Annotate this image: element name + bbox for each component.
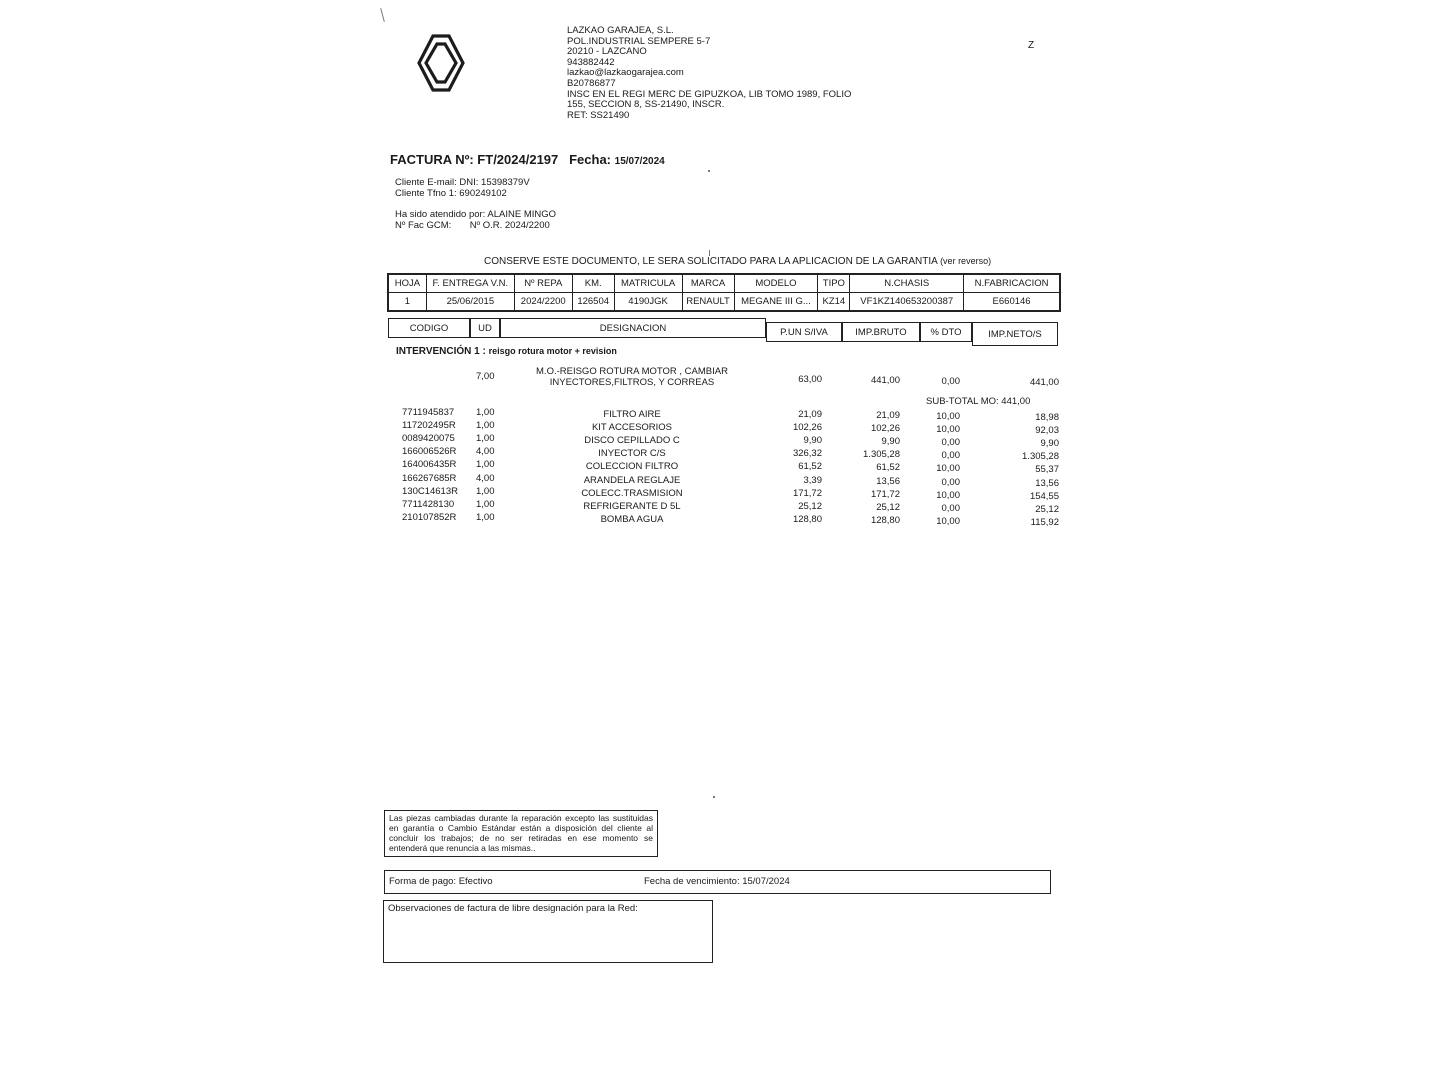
vehicle-value-cell: 126504: [572, 293, 614, 311]
labour-neto: 441,00: [1029, 377, 1059, 388]
invoice-number: FACTURA Nº: FT/2024/2197: [390, 152, 559, 167]
subtotal-mo: SUB-TOTAL MO: 441,00: [926, 396, 1031, 407]
item-neto: 25,12: [1035, 503, 1059, 515]
item-row: [402, 459, 1062, 476]
item-row: [402, 446, 1062, 463]
item-neto: 13,56: [1035, 477, 1059, 489]
item-ud: 1,00: [476, 420, 495, 432]
vehicle-header-cell: F. ENTREGA V.N.: [426, 275, 514, 293]
company-line: 943882442: [567, 56, 615, 68]
item-desc: ARANDELA REGLAJE: [583, 474, 681, 486]
column-header: IMP.NETO/S: [972, 322, 1058, 346]
item-code: 166006526R: [402, 446, 457, 458]
vehicle-header-cell: N.FABRICACION: [964, 275, 1060, 293]
item-bruto: 102,26: [870, 423, 900, 435]
vehicle-value-cell: KZ14: [818, 293, 850, 311]
item-code: 7711945837: [402, 407, 455, 418]
item-bruto: 1.305,28: [863, 449, 900, 461]
item-row: [402, 433, 1062, 450]
invoice-title: [390, 152, 665, 167]
item-row: [402, 499, 1062, 513]
vehicle-header-cell: KM.: [572, 275, 614, 293]
item-bruto: 128,80: [870, 514, 900, 526]
invoice-date: 15/07/2024: [614, 156, 665, 167]
item-neto: 9,90: [1040, 438, 1059, 450]
client-info: [395, 178, 530, 199]
item-bruto: 21,09: [876, 410, 900, 421]
company-line: LAZKAO GARAJEA, S.L.: [567, 25, 674, 36]
company-line: 20210 - LAZCANO: [567, 46, 647, 58]
labour-desc-2: INYECTORES,FILTROS, Y CORREAS: [549, 377, 715, 388]
or-number: Nº O.R. 2024/2200: [469, 219, 550, 231]
item-pun: 326,32: [792, 448, 822, 460]
item-bruto: 9,90: [881, 436, 900, 448]
labour-line: [402, 366, 1062, 392]
item-desc: KIT ACCESORIOS: [591, 422, 673, 434]
item-pun: 102,26: [792, 422, 822, 434]
item-neto: 92,03: [1035, 425, 1059, 437]
vehicle-header-cell: HOJA: [389, 275, 427, 293]
company-line: RET: SS21490: [567, 109, 630, 121]
payment-method: Forma de pago: Efectivo: [389, 876, 493, 887]
payment-box: [384, 870, 1051, 894]
company-line: INSC EN EL REGI MERC DE GIPUZKOA, LIB TOMO 1989, FOLIO: [567, 88, 852, 100]
item-ud: 1,00: [476, 433, 495, 445]
item-dto: 0,00: [941, 437, 960, 449]
item-code: 130C14613R: [402, 485, 458, 497]
vehicle-header-cell: MARCA: [682, 275, 734, 293]
item-bruto: 171,72: [870, 488, 900, 500]
item-pun: 9,90: [803, 435, 822, 447]
client-email-line: Cliente E-mail: DNI: 15398379V: [395, 177, 530, 188]
labour-pun: 63,00: [798, 374, 822, 385]
item-ud: 1,00: [476, 485, 495, 497]
item-ud: 1,00: [476, 407, 495, 418]
attended-info: [395, 210, 556, 231]
item-desc: REFRIGERANTE D 5L: [583, 500, 681, 512]
observations-label: Observaciones de factura de libre designación para la Red:: [388, 903, 638, 914]
date-label: Fecha:: [569, 152, 612, 167]
item-neto: 1.305,28: [1022, 451, 1059, 463]
renault-logo-icon: [415, 30, 467, 96]
item-ud: 4,00: [476, 472, 495, 484]
column-header: P.UN S/IVA: [766, 322, 842, 342]
item-desc: FILTRO AIRE: [603, 409, 661, 420]
due-date: Fecha de vencimiento: 15/07/2024: [644, 876, 790, 887]
corner-mark: Z: [1028, 40, 1035, 51]
vehicle-value-cell: 25/06/2015: [426, 293, 514, 311]
item-pun: 128,80: [792, 513, 822, 525]
item-neto: 115,92: [1030, 516, 1059, 528]
item-pun: 21,09: [798, 409, 822, 420]
client-phone-line: Cliente Tfno 1: 690249102: [395, 187, 507, 199]
vehicle-header-cell: MODELO: [734, 275, 818, 293]
item-desc: DISCO CEPILLADO C: [584, 435, 680, 447]
company-info: [567, 26, 867, 121]
item-ud: 1,00: [476, 459, 495, 471]
item-ud: 1,00: [476, 498, 495, 510]
item-code: 210107852R: [402, 511, 457, 523]
labour-bruto: 441,00: [870, 375, 900, 386]
vehicle-value-cell: E660146: [964, 293, 1060, 311]
item-ud: 4,00: [476, 446, 495, 458]
item-code: 117202495R: [402, 420, 456, 432]
order-info: [395, 221, 556, 232]
company-line: POL.INDUSTRIAL SEMPERE 5-7: [567, 35, 711, 47]
item-bruto: 25,12: [876, 501, 900, 513]
company-line: lazkao@lazkaogarajea.com: [567, 67, 684, 79]
parts-note: Las piezas cambiadas durante la reparación excepto las sustituidas en garantía o Cambio Estándar están a disposición del cliente al concluir los trabajos; de no ser retiradas en ese momento se entenderá que renuncia a las mismas..: [384, 810, 658, 857]
item-row: [402, 473, 1062, 487]
intervention-description: reisgo rotura motor + revision: [488, 346, 617, 356]
labour-desc-1: M.O.-REISGO ROTURA MOTOR , CAMBIAR: [536, 366, 728, 377]
item-pun: 61,52: [798, 461, 822, 473]
item-pun: 25,12: [798, 500, 822, 512]
vehicle-value-cell: RENAULT: [682, 293, 734, 311]
item-dto: 0,00: [941, 476, 960, 488]
scan-mark: [708, 170, 710, 172]
scan-mark: [380, 8, 385, 22]
item-code: 0089420075: [402, 433, 455, 445]
item-row: [402, 420, 1062, 437]
vehicle-table: [388, 274, 1060, 311]
column-header: % DTO: [920, 322, 972, 342]
column-header: DESIGNACION: [500, 318, 766, 338]
vehicle-header-row: [389, 275, 1060, 293]
scan-mark: [713, 796, 715, 798]
company-line: 155, SECCION 8, SS-21490, INSCR.: [567, 99, 725, 111]
item-dto: 10,00: [936, 411, 960, 422]
labour-ud: 7,00: [476, 371, 495, 382]
item-dto: 0,00: [941, 450, 960, 462]
item-dto: 0,00: [941, 502, 960, 514]
item-pun: 3,39: [803, 474, 822, 486]
vehicle-header-cell: N.CHASIS: [850, 275, 964, 293]
vehicle-values-row: [389, 293, 1060, 311]
item-desc: INYECTOR C/S: [598, 448, 666, 460]
item-bruto: 13,56: [876, 475, 900, 487]
item-desc: BOMBA AGUA: [600, 513, 664, 525]
item-code: 7711428130: [402, 498, 455, 510]
vehicle-value-cell: 2024/2200: [514, 293, 572, 311]
attended-by: Ha sido atendido por: ALAINE MINGO: [395, 209, 557, 220]
item-neto: 154,55: [1029, 490, 1059, 502]
intervention-title: [396, 346, 617, 357]
intervention-label: INTERVENCIÓN 1 :: [396, 346, 486, 357]
vehicle-header-cell: Nº REPA: [514, 275, 572, 293]
item-desc: COLECC.TRASMISION: [581, 487, 683, 499]
column-header: CODIGO: [388, 318, 470, 338]
vehicle-header-cell: MATRICULA: [614, 275, 682, 293]
item-dto: 10,00: [936, 489, 960, 501]
item-pun: 171,72: [792, 487, 822, 499]
fac-gcm-label: Nº Fac GCM:: [395, 219, 452, 231]
company-line: B20786877: [567, 77, 616, 89]
vehicle-value-cell: VF1KZ140653200387: [850, 293, 964, 311]
item-row: [402, 512, 1062, 526]
item-row: [402, 407, 1062, 421]
warranty-notice: [484, 256, 991, 267]
column-header: IMP.BRUTO: [842, 322, 920, 342]
item-dto: 10,00: [936, 424, 960, 436]
items-column-header: [388, 318, 1058, 342]
item-dto: 10,00: [936, 515, 960, 527]
item-row: [402, 486, 1062, 500]
vehicle-value-cell: 1: [389, 293, 427, 311]
vehicle-value-cell: MEGANE III G...: [734, 293, 818, 311]
item-bruto: 61,52: [876, 462, 900, 474]
item-ud: 1,00: [476, 511, 495, 523]
vehicle-header-cell: TIPO: [818, 275, 850, 293]
warranty-notice-main: CONSERVE ESTE DOCUMENTO, LE SERA SOLICITADO PARA LA APLICACION DE LA GARANTIA: [484, 256, 938, 267]
item-code: 164006435R: [402, 459, 457, 471]
item-neto: 55,37: [1035, 464, 1059, 476]
item-dto: 10,00: [936, 463, 960, 475]
column-header: UD: [470, 318, 500, 338]
item-desc: COLECCION FILTRO: [585, 461, 679, 473]
scan-mark: [709, 250, 710, 256]
labour-dto: 0,00: [941, 376, 960, 387]
warranty-notice-small: (ver reverso): [940, 256, 992, 266]
item-code: 166267685R: [402, 472, 457, 484]
item-neto: 18,98: [1035, 412, 1059, 423]
vehicle-value-cell: 4190JGK: [614, 293, 682, 311]
observations-box: [383, 900, 713, 963]
